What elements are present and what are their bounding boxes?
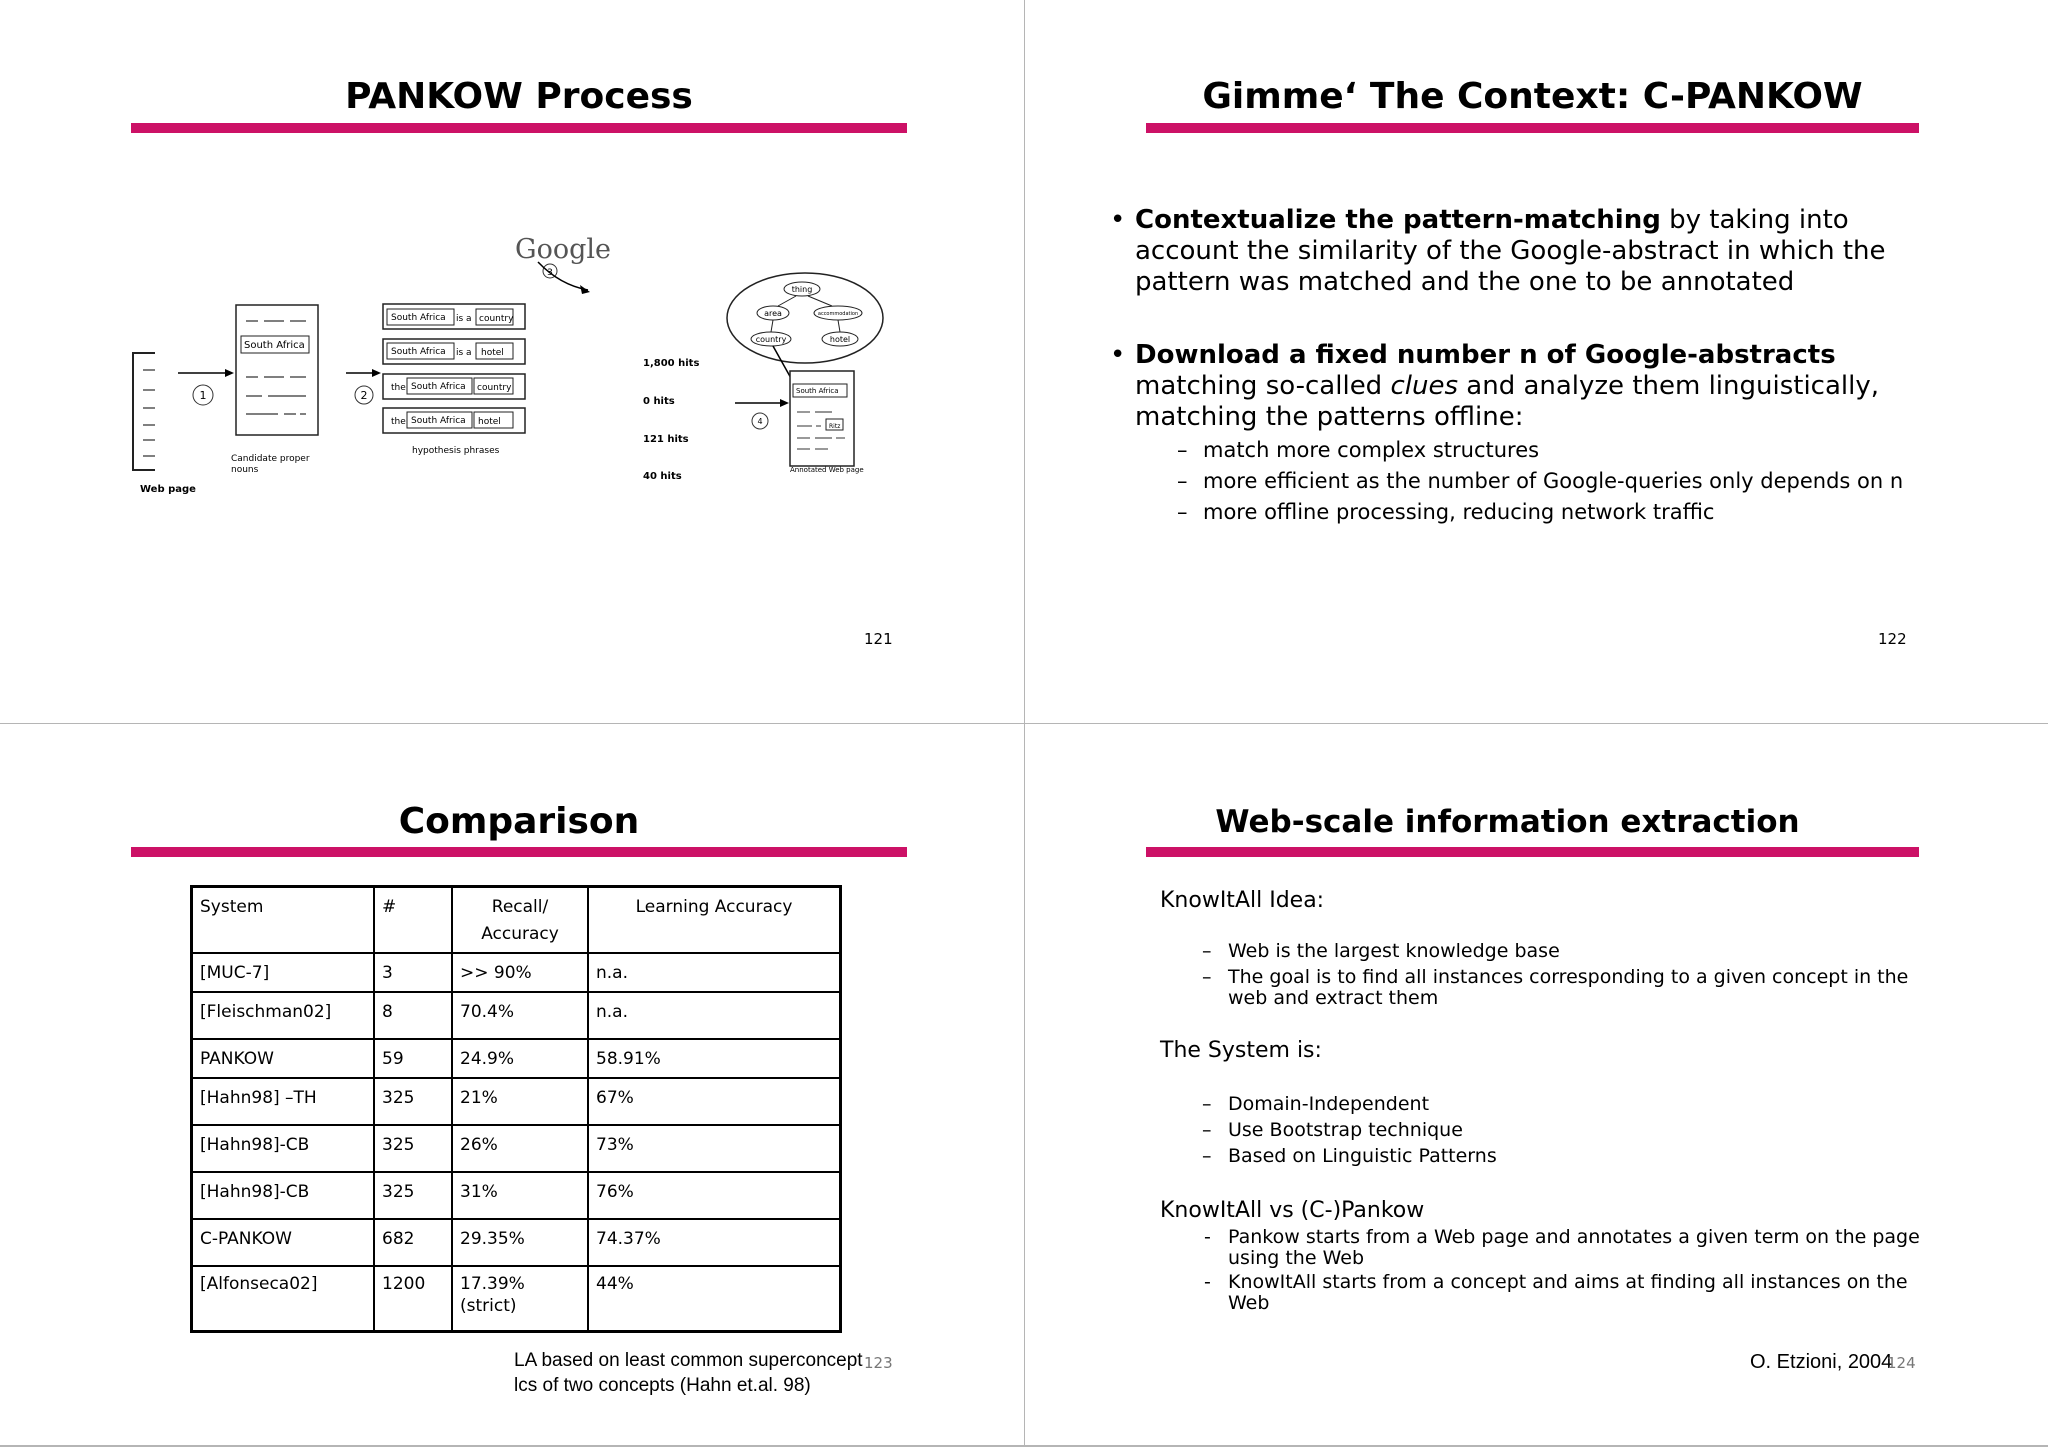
page-number: 123 [864,1354,893,1372]
system-item-1: – Domain-Independent [1202,1093,1430,1115]
query-arrowhead [580,285,590,294]
table-header-row [192,887,841,954]
cell-la: n.a. [588,992,841,1039]
cell-recall: 31% [452,1172,588,1219]
vs-item-1: - Pankow starts from a Web page and annotates a given term on the page using the Web [1204,1226,1920,1269]
table-row [192,1219,841,1266]
table-row [192,953,841,992]
pankow-process-diagram [0,0,1024,723]
title-underline [1146,123,1919,133]
page-number: 122 [1878,630,1907,648]
footnote-line-2: lcs of two concepts (Hahn et.al. 98) [514,1375,811,1396]
slide-124 [1025,724,2048,1447]
slide-title: Gimme‘ The Context: C-PANKOW [1202,76,1863,117]
idea-item-1: – Web is the largest knowledge base [1202,940,1560,962]
idea-item-2: – The goal is to find all instances corresponding to a given concept in the web and extract them [1202,966,1909,1009]
page-number: 124 [1887,1354,1916,1372]
step-2-number: 2 [360,389,368,402]
cell-la: 76% [588,1172,841,1219]
table-row [192,1039,841,1078]
cell-la: 44% [588,1266,841,1332]
sub-item-3: – more offline processing, reducing network traffic [1177,500,1715,524]
google-logo: Google [515,234,611,265]
slide-121 [0,0,1024,723]
header-recall: Recall/ Accuracy [452,887,588,954]
header-learning-accuracy: Learning Accuracy [588,887,841,954]
cell-count: 682 [374,1219,452,1266]
title-underline [131,847,907,857]
system-heading: The System is: [1160,1038,1322,1063]
hyp-4-entity: South Africa [411,416,466,426]
vs-item-2: - KnowItAll starts from a concept and aims at finding all instances on the Web [1204,1271,1908,1314]
cell-recall: 70.4% [452,992,588,1039]
hits-2: 0 hits [643,396,675,407]
web-page-label: Web page [140,484,196,495]
hyp-1-verb: is a [456,314,472,324]
bullet-dot: • [1110,340,1126,370]
candidate-label-2: nouns [231,465,259,475]
step-4-number: 4 [757,417,763,426]
header-count: # [374,887,452,954]
hyp-3-article: the [391,383,406,393]
cell-system: C-PANKOW [192,1219,375,1266]
step-1-number: 1 [199,389,207,402]
slide-123 [0,724,1024,1447]
cell-count: 325 [374,1078,452,1125]
hyp-3-concept: country [477,383,512,393]
table-row [192,1266,841,1332]
hypothesis-label: hypothesis phrases [412,446,500,456]
table-row [192,992,841,1039]
hyp-4-article: the [391,417,406,427]
page-number: 121 [864,630,893,648]
candidate-document [236,305,318,435]
hyp-2-concept: hotel [481,348,504,358]
web-page-lines [143,370,155,456]
credit: O. Etzioni, 2004 [1750,1351,1893,1373]
cell-count: 325 [374,1125,452,1172]
onto-thing: thing [791,285,813,294]
cell-la: 58.91% [588,1039,841,1078]
cell-la: 67% [588,1078,841,1125]
cell-recall: 24.9% [452,1039,588,1078]
cell-system: [Hahn98]-CB [192,1172,375,1219]
slide-title: Comparison [398,801,640,842]
bullet-dot: • [1110,205,1126,235]
candidate-noun: South Africa [244,340,305,351]
cell-recall: 21% [452,1078,588,1125]
cell-recall: 17.39% (strict) [452,1266,588,1332]
hyp-3-entity: South Africa [411,382,466,392]
sub-item-2: – more efficient as the number of Google-queries only depends on n [1177,469,1904,493]
cell-la: n.a. [588,953,841,992]
idea-heading: KnowItAll Idea: [1160,888,1325,913]
onto-accommodation: accommodation [817,311,859,317]
bullet-download: • Download a fixed number n of Google-abstracts matching so-called clues and analyze them linguistically, matching the patterns offline: [1110,340,1880,432]
vs-heading: KnowItAll vs (C-)Pankow [1160,1198,1425,1223]
hyp-4-concept: hotel [478,417,501,427]
hyp-2-verb: is a [456,348,472,358]
comparison-table [190,885,842,1333]
hyp-2-entity: South Africa [391,347,446,357]
annotated-entity: South Africa [796,387,839,395]
annotated-ritz: Ritz [829,423,841,430]
onto-area: area [764,309,782,318]
cell-la: 73% [588,1125,841,1172]
cell-recall: 29.35% [452,1219,588,1266]
step-3-number: 3 [547,268,553,278]
cell-system: [Alfonseca02] [192,1266,375,1332]
title-underline [1146,847,1919,857]
cell-la: 74.37% [588,1219,841,1266]
candidate-label-1: Candidate proper [231,454,310,464]
cell-count: 59 [374,1039,452,1078]
sub-item-1: – match more complex structures [1177,438,1540,462]
cell-count: 8 [374,992,452,1039]
cell-system: [Hahn98] –TH [192,1078,375,1125]
hits-3: 121 hits [643,434,689,445]
cell-system: [Hahn98]-CB [192,1125,375,1172]
slide-title: Web-scale information extraction [1215,804,1800,840]
hyp-1-entity: South Africa [391,313,446,323]
cell-count: 1200 [374,1266,452,1332]
bullet-contextualize: • Contextualize the pattern-matching by taking into account the similarity of the Google-abstract in which the pattern was matched and the one to be annotated [1110,205,1886,297]
cell-count: 3 [374,953,452,992]
onto-hotel: hotel [829,335,851,344]
cell-system: [MUC-7] [192,953,375,992]
cell-system: PANKOW [192,1039,375,1078]
onto-country: country [755,335,787,344]
slide-122 [1025,0,2048,723]
table-row [192,1172,841,1219]
table-row [192,1078,841,1125]
cell-recall: >> 90% [452,953,588,992]
hits-4: 40 hits [643,471,682,482]
system-item-3: – Based on Linguistic Patterns [1202,1145,1497,1167]
cell-recall: 26% [452,1125,588,1172]
system-item-2: – Use Bootstrap technique [1202,1119,1463,1141]
table-row [192,1125,841,1172]
hits-1: 1,800 hits [643,358,700,369]
cell-system: [Fleischman02] [192,992,375,1039]
footnote-line-1: LA based on least common superconcept [514,1350,863,1371]
hyp-1-concept: country [479,314,514,324]
header-system: System [192,887,375,954]
cell-count: 325 [374,1172,452,1219]
slide-title: PANKOW Process [345,76,693,117]
annotated-label: Annotated Web page [790,466,864,474]
